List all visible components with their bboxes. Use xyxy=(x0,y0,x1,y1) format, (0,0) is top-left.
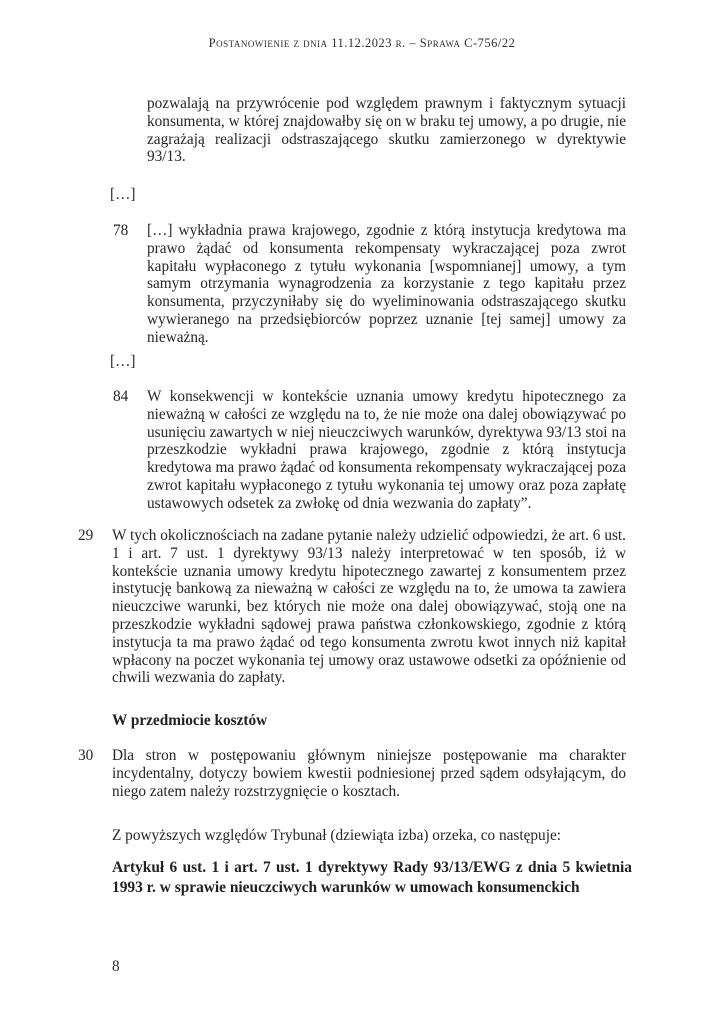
quote-continuation-paragraph: pozwalają na przywrócenie pod względem prawnym i faktycznym sytuacji konsumenta, w której znajdowałby się on w braku tej umowy, a po drugie, nie zagrażają realizacji odstraszającego skutku zamierzonego w dyrektywie 93/13. xyxy=(147,95,626,166)
paragraph-30 xyxy=(78,747,626,800)
quoted-paragraph-84 xyxy=(113,388,626,513)
quoted-paragraph-78 xyxy=(113,222,626,347)
paragraph-29 xyxy=(78,527,626,687)
section-heading-costs: W przedmiocie kosztów xyxy=(112,712,268,729)
omission-mark: […] xyxy=(110,186,136,203)
omission-mark: […] xyxy=(110,353,136,370)
paragraph-number: 29 xyxy=(78,527,94,544)
page-number: 8 xyxy=(112,958,120,975)
ruling-operative-part: Artykuł 6 ust. 1 i art. 7 ust. 1 dyrektywy Rady 93/13/EWG z dnia 5 kwietnia 1993 r. w sprawie nieuczciwych warunków w umowach konsumenckich xyxy=(112,859,632,896)
paragraph-text: W konsekwencji w kontekście uznania umowy kredytu hipotecznego za nieważną w całości ze względu na to, że nie może ona dalej obowiązywać po usunięciu zawartych w niej nieuczciwych warunków, dyrektywa 93/13 stoi na przeszkodzie wykładni prawa krajowego, zgodnie z którą instytucja kredytowa ma prawo żądać od konsumenta rekompensaty wykraczającej poza zwrot kapitału wypłaconego z tytułu wykonania tej umowy oraz poza zapłatę ustawowych odsetek za zwłokę od dnia wezwania do zapłaty”. xyxy=(147,388,626,512)
running-header: Postanowienie z dnia 11.12.2023 r. – Sprawa C-756/22 xyxy=(208,36,516,50)
paragraph-text: Dla stron w postępowaniu głównym niniejsze postępowanie ma charakter incydentalny, dotyczy bowiem kwestii podniesionej przed sądem odsyłającym, do niego zatem należy rozstrzygnięcie o kosztach. xyxy=(112,747,626,800)
paragraph-number: 84 xyxy=(113,388,129,405)
paragraph-number: 78 xyxy=(113,222,129,239)
ruling-intro: Z powyższych względów Trybunał (dziewiąta izba) orzeka, co następuje: xyxy=(112,827,561,844)
paragraph-text: W tych okolicznościach na zadane pytanie należy udzielić odpowiedzi, że art. 6 ust. 1 i art. 7 ust. 1 dyrektywy 93/13 należy interpretować w ten sposób, iż w kontekście uznania umowy kredytu hipotecznego zawartej z konsumentem przez instytucję bankową za nieważną w całości ze względu na to, że umowa ta zawiera nieuczciwe warunki, bez których nie może ona dalej obowiązywać, stoją one na przeszkodzie wykładni sądowej prawa państwa członkowskiego, zgodnie z którą instytucja ta ma prawo żądać od tego konsumenta zwrotu kwot innych niż kapitał wpłacony na poczet wykonania tej umowy oraz ustawowe odsetki za opóźnienie od chwili wezwania do zapłaty. xyxy=(112,527,626,687)
paragraph-text: […] wykładnia prawa krajowego, zgodnie z którą instytucja kredytowa ma prawo żądać od konsumenta rekompensaty wykraczającej poza zwrot kapitału wypłaconego z tytułu wykonania [wspomnianej] umowy, a tym samym otrzymania wynagrodzenia za korzystanie z tego kapitału przez konsumenta, przyczyniłaby się do wyeliminowania odstraszającego skutku wywieranego na przedsiębiorców poprzez uznanie [tej samej] umowy za nieważną. xyxy=(147,222,626,346)
paragraph-number: 30 xyxy=(78,747,94,764)
